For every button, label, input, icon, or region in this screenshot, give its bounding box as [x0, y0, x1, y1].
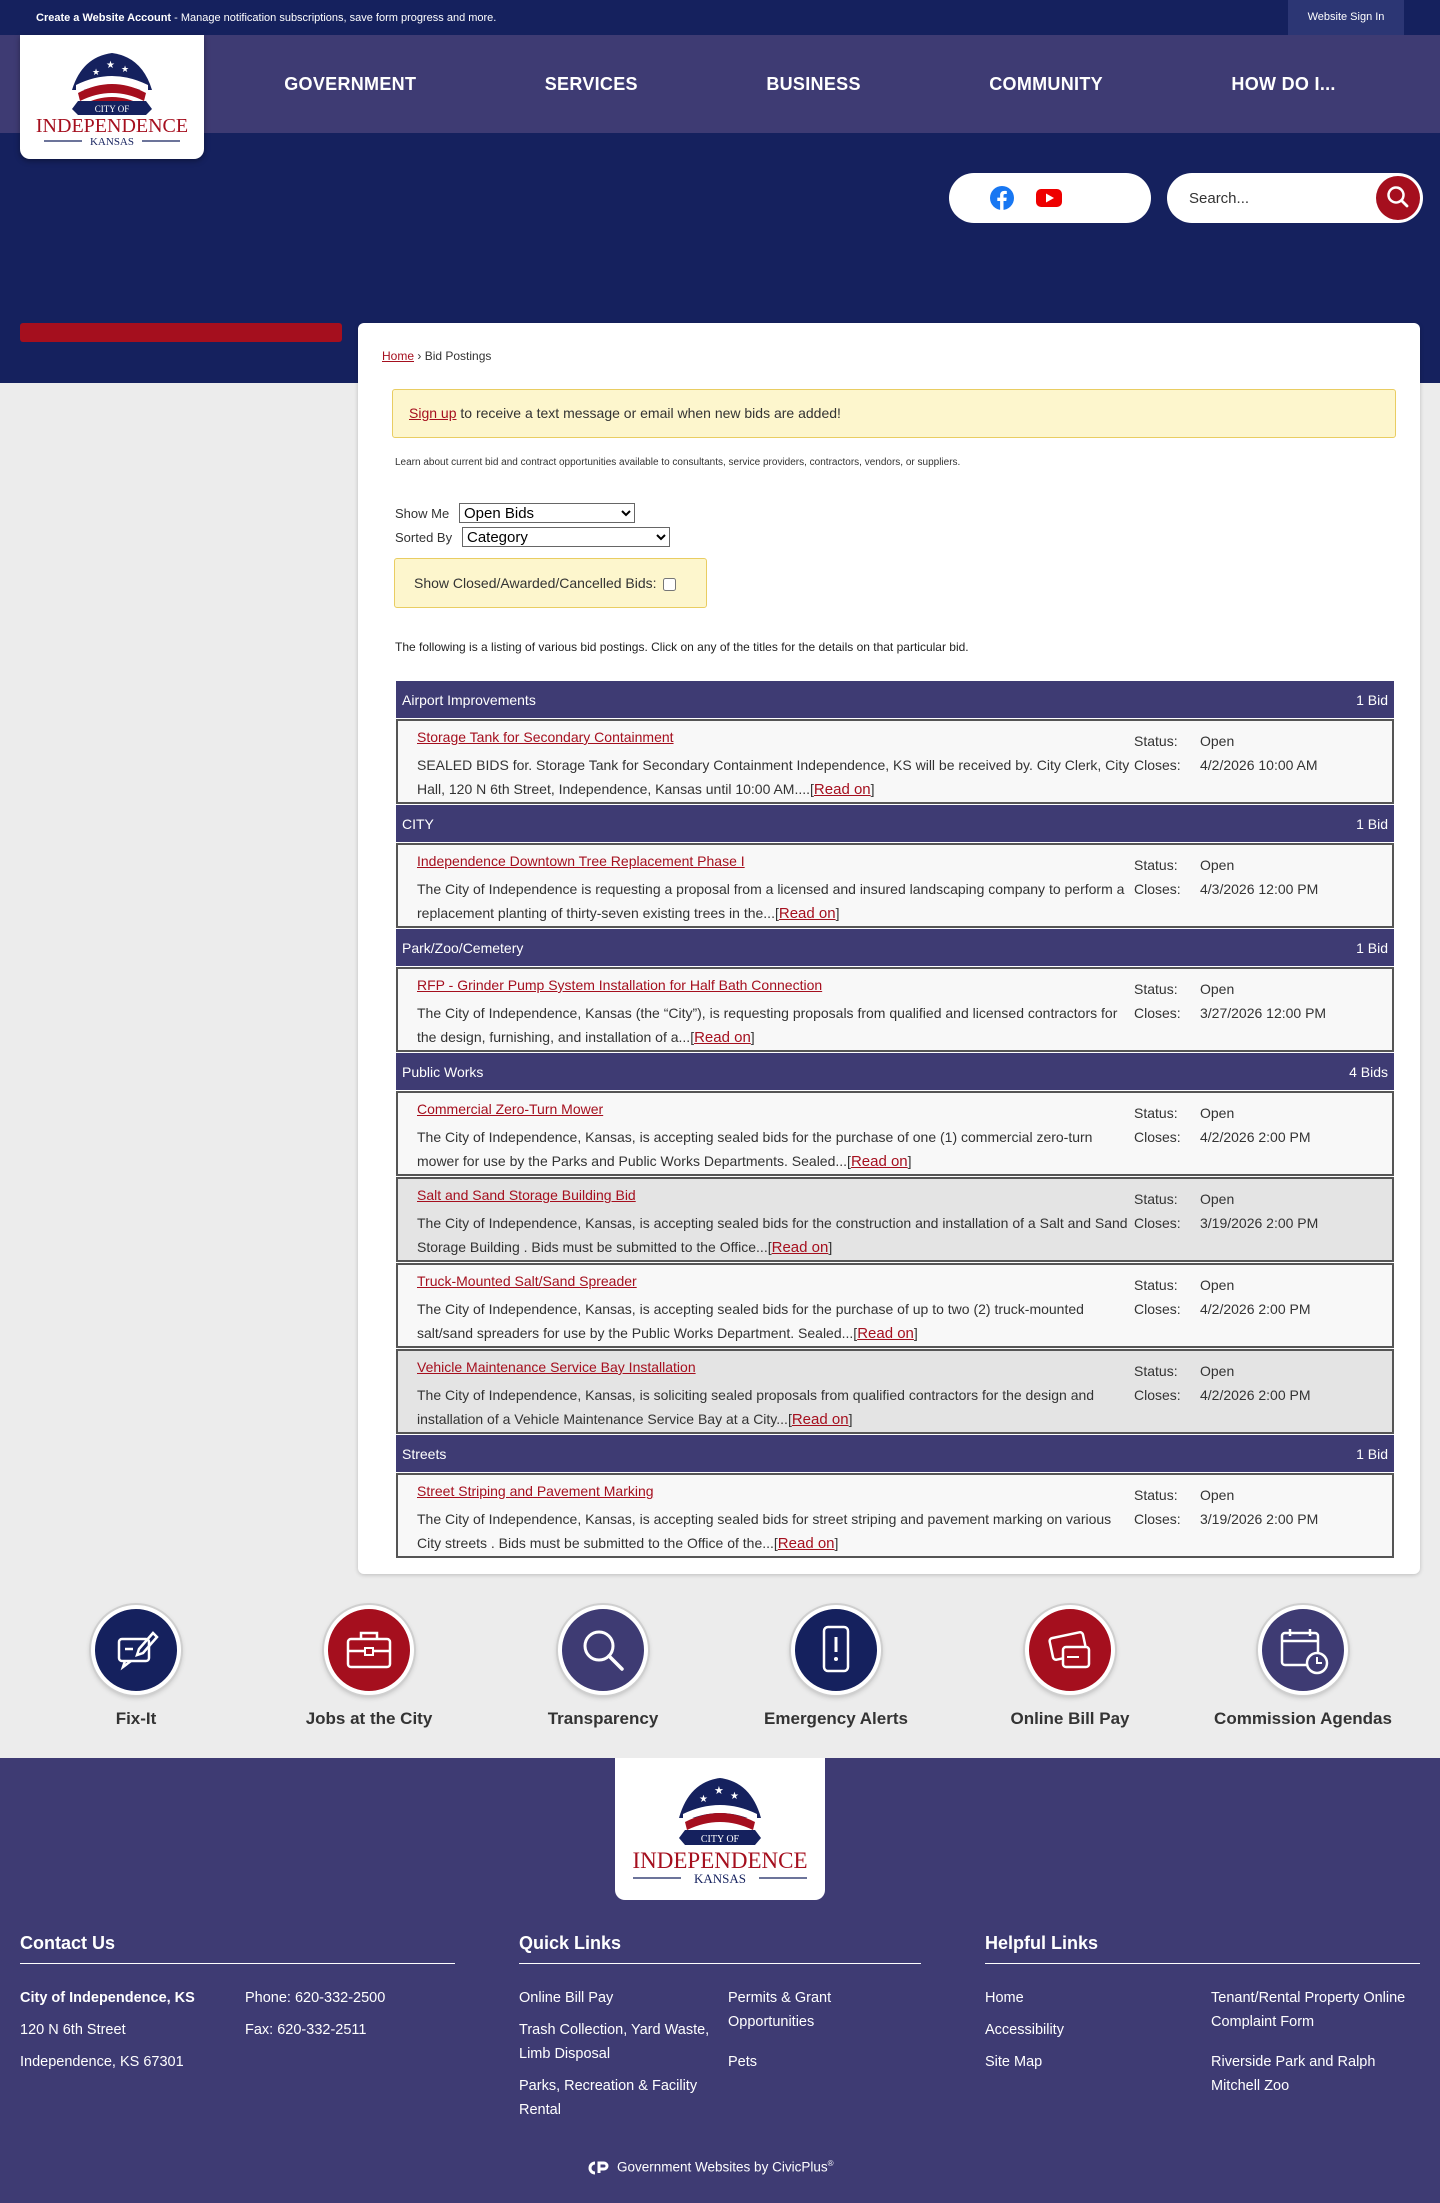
main-nav — [220, 35, 1400, 133]
quick-link[interactable]: Parks, Recreation & Facility Rental — [519, 2078, 698, 2118]
footer-logo-kansas: KANSAS — [693, 1871, 747, 1886]
sorted-by-label: Sorted By — [395, 529, 453, 545]
footer-logo[interactable] — [615, 1758, 825, 1900]
tile-jobs[interactable]: Jobs at the City — [264, 1605, 474, 1729]
bid-description: The City of Independence, Kansas, is accepting sealed bids for the purchase of up to two (2) truck-mounted salt/sand spreaders for use by the Public Works Department. Sealed...[Read on] — [417, 1301, 1084, 1342]
svg-text:★: ★ — [714, 1785, 724, 1797]
read-on-link[interactable]: Read on — [777, 1535, 835, 1552]
bid-title-link[interactable]: Street Striping and Pavement Marking — [417, 1483, 654, 1499]
bid-meta: Status: Open Closes: 3/27/2026 12:00 PM — [1134, 981, 1327, 1021]
breadcrumb-current: Bid Postings — [424, 349, 492, 363]
nav-business[interactable]: BUSINESS — [766, 73, 861, 94]
site-footer — [0, 1758, 1440, 2203]
side-accent-bar — [20, 323, 342, 342]
bid-item — [396, 1177, 1394, 1262]
bid-status: Open — [1200, 1277, 1235, 1293]
logo-kansas: KANSAS — [89, 136, 135, 148]
nav-government[interactable]: GOVERNMENT — [284, 73, 417, 94]
bid-title-link[interactable]: Truck-Mounted Salt/Sand Spreader — [417, 1273, 637, 1289]
helpful-link[interactable]: Accessibility — [985, 2022, 1064, 2038]
svg-text:★: ★ — [92, 67, 101, 77]
search-button[interactable] — [1376, 176, 1420, 220]
category-count: 1 Bid — [1356, 939, 1388, 956]
footer-quick-links — [519, 1933, 921, 2118]
tile-fix-it[interactable]: Fix-It — [31, 1605, 241, 1729]
phone-alert-icon — [791, 1605, 881, 1695]
bid-closes: 4/2/2026 10:00 AM — [1200, 757, 1318, 773]
bid-meta: Status: Open Closes: 3/19/2026 2:00 PM — [1134, 1487, 1319, 1527]
breadcrumb — [382, 349, 491, 363]
bid-status: Open — [1200, 1363, 1235, 1379]
bid-item — [396, 843, 1394, 928]
helpful-links-heading: Helpful Links — [985, 1933, 1420, 1964]
social-links — [949, 173, 1151, 223]
category-header — [396, 929, 1394, 966]
main-content — [358, 323, 1420, 1574]
svg-text:★: ★ — [121, 64, 130, 74]
svg-text:★: ★ — [106, 60, 115, 71]
search-input[interactable] — [1189, 185, 1369, 211]
logo-independence: INDEPENDENCE — [35, 115, 189, 137]
quick-link[interactable]: Permits & Grant Opportunities — [728, 1990, 832, 2030]
breadcrumb-separator: › — [414, 349, 425, 363]
card-payment-icon — [1025, 1605, 1115, 1695]
category-count: 1 Bid — [1356, 691, 1388, 708]
top-utility-bar — [0, 0, 1440, 35]
quick-tiles — [0, 1605, 1440, 1740]
bid-item — [396, 1263, 1394, 1348]
helpful-link[interactable]: Home — [985, 1990, 1024, 2006]
bid-meta: Status: Open Closes: 4/2/2026 2:00 PM — [1134, 1105, 1311, 1145]
svg-text:★: ★ — [730, 1791, 739, 1802]
bid-title-link[interactable]: Vehicle Maintenance Service Bay Installation — [417, 1359, 696, 1375]
bid-item — [396, 1349, 1394, 1434]
breadcrumb-home[interactable]: Home — [382, 349, 415, 363]
show-me-label: Show Me — [395, 505, 450, 521]
bid-title-link[interactable]: Storage Tank for Secondary Containment — [417, 729, 674, 745]
bid-status: Open — [1200, 733, 1235, 749]
signup-link[interactable]: Sign up — [409, 405, 457, 421]
tile-online-bill-pay[interactable]: Online Bill Pay — [965, 1605, 1175, 1729]
read-on-link[interactable]: Read on — [791, 1411, 849, 1428]
bid-closes: 4/2/2026 2:00 PM — [1200, 1301, 1311, 1317]
youtube-icon[interactable] — [1036, 189, 1062, 207]
tile-emergency-alerts[interactable]: Emergency Alerts — [731, 1605, 941, 1729]
helpful-link[interactable]: Site Map — [985, 2054, 1043, 2070]
bid-description: The City of Independence, Kansas, is accepting sealed bids for street striping and pavement marking on various City streets . Bids must be submitted to the Office of the...[Read on] — [417, 1511, 1112, 1552]
show-closed-checkbox[interactable] — [663, 578, 676, 591]
bid-meta: Status: Open Closes: 4/2/2026 2:00 PM — [1134, 1277, 1311, 1317]
read-on-link[interactable]: Read on — [850, 1153, 908, 1170]
contact-fax: Fax: 620-332-2511 — [245, 2022, 367, 2038]
category-header — [396, 1053, 1394, 1090]
category-name: Public Works — [402, 1063, 484, 1080]
category-count: 1 Bid — [1356, 815, 1388, 832]
nav-services[interactable]: SERVICES — [544, 73, 638, 94]
bid-description: The City of Independence, Kansas, is soliciting sealed proposals from qualified contractors for the design and installation of a Vehicle Maintenance Service Bay at a City...[Read on] — [417, 1387, 1095, 1428]
nav-how-do-i[interactable]: HOW DO I... — [1231, 73, 1336, 94]
bid-title-link[interactable]: Independence Downtown Tree Replacement Phase I — [417, 853, 745, 869]
bid-status: Open — [1200, 1487, 1235, 1503]
bid-item — [396, 967, 1394, 1052]
signup-alert — [392, 389, 1396, 438]
footer-contact — [20, 1933, 455, 2070]
bid-meta: Status: Open Closes: 3/19/2026 2:00 PM — [1134, 1191, 1319, 1231]
read-on-link[interactable]: Read on — [778, 905, 836, 922]
bid-status: Open — [1200, 857, 1235, 873]
listing-note: The following is a listing of various bid postings. Click on any of the titles for the details on that particular bid. — [395, 640, 969, 654]
category-name: Airport Improvements — [402, 691, 536, 708]
bid-item — [396, 719, 1394, 804]
contact-name: City of Independence, KS — [20, 1990, 195, 2006]
bid-title-link[interactable]: Salt and Sand Storage Building Bid — [417, 1187, 636, 1203]
bid-item — [396, 1091, 1394, 1176]
bid-status: Open — [1200, 981, 1235, 997]
logo-city-of: CITY OF — [94, 104, 130, 114]
category-header — [396, 681, 1394, 718]
bid-title-link[interactable]: RFP - Grinder Pump System Installation for Half Bath Connection — [417, 977, 823, 993]
bid-item — [396, 1473, 1394, 1558]
bid-description: SEALED BIDS for. Storage Tank for Secondary Containment Independence, KS will be received by. City Clerk, City Hall, 120 N 6th Street, Independence, Kansas until 10:00 AM....[Read on] — [417, 757, 1130, 798]
contact-heading: Contact Us — [20, 1933, 455, 1964]
quick-link[interactable]: Trash Collection, Yard Waste, Limb Disposal — [519, 2022, 710, 2062]
read-on-link[interactable]: Read on — [813, 781, 871, 798]
bid-description: The City of Independence, Kansas (the “City”), is requesting proposals from qualified and licensed contractors for the design, furnishing, and installation of a...[Read on] — [417, 1005, 1118, 1046]
category-count: 4 Bids — [1349, 1063, 1388, 1080]
bid-description: The City of Independence, Kansas, is accepting sealed bids for the construction and installation of a Salt and Sand Storage Building . Bids must be submitted to the Office...[Read on] — [417, 1215, 1128, 1256]
category-count: 1 Bid — [1356, 1445, 1388, 1462]
signup-alert-text: to receive a text message or email when new bids are added! — [456, 405, 841, 421]
bid-closes: 3/19/2026 2:00 PM — [1200, 1511, 1319, 1527]
bid-closes: 4/2/2026 2:00 PM — [1200, 1387, 1311, 1403]
quick-link[interactable]: Online Bill Pay — [519, 1990, 614, 2006]
contact-city: Independence, KS 67301 — [20, 2054, 184, 2070]
read-on-link[interactable]: Read on — [694, 1029, 751, 1046]
bid-meta: Status: Open Closes: 4/2/2026 2:00 PM — [1134, 1363, 1311, 1403]
nav-community[interactable]: COMMUNITY — [989, 73, 1103, 94]
contact-phone: Phone: 620-332-2500 — [245, 1990, 386, 2006]
bid-description: The City of Independence, Kansas, is accepting sealed bids for the purchase of one (1) commercial zero-turn mower for use by the Parks and Public Works Departments. Sealed...[Read on] — [417, 1129, 1093, 1170]
bid-closes: 4/2/2026 2:00 PM — [1200, 1129, 1311, 1145]
bid-status: Open — [1200, 1191, 1235, 1207]
bid-closes: 4/3/2026 12:00 PM — [1200, 881, 1319, 897]
intro-text: Learn about current bid and contract opportunities available to consultants, service providers, contractors, vendors, or suppliers. — [395, 457, 961, 468]
category-header — [396, 805, 1394, 842]
facebook-icon[interactable] — [990, 186, 1014, 210]
show-closed-label: Show Closed/Awarded/Cancelled Bids: — [414, 575, 657, 591]
civicplus-credit[interactable]: Government Websites by CivicPlus® — [587, 2159, 833, 2175]
show-me-select[interactable] — [459, 503, 635, 523]
helpful-link[interactable]: Tenant/Rental Property Online Complaint Form — [1211, 1990, 1406, 2030]
tile-transparency[interactable]: Transparency — [498, 1605, 708, 1729]
quick-link[interactable]: Pets — [728, 2054, 758, 2070]
magnifier-icon — [558, 1605, 648, 1695]
site-search — [1167, 173, 1423, 223]
bid-closes: 3/19/2026 2:00 PM — [1200, 1215, 1319, 1231]
category-name: Streets — [402, 1445, 447, 1462]
footer-logo-independence: INDEPENDENCE — [632, 1848, 808, 1873]
svg-text:★: ★ — [699, 1794, 708, 1805]
create-account-link[interactable]: Create a Website Account - Manage notification subscriptions, save form progress and more. — [36, 12, 497, 24]
footer-logo-city-of: CITY OF — [700, 1834, 740, 1845]
read-on-link[interactable]: Read on — [857, 1325, 914, 1342]
sorted-by-select[interactable] — [462, 527, 670, 547]
category-name: Park/Zoo/Cemetery — [402, 939, 524, 956]
calendar-clock-icon — [1258, 1605, 1348, 1695]
category-header — [396, 1435, 1394, 1472]
show-closed-box — [394, 558, 707, 608]
quick-links-heading: Quick Links — [519, 1933, 921, 1964]
bid-closes: 3/27/2026 12:00 PM — [1200, 1005, 1327, 1021]
search-icon — [1376, 176, 1420, 220]
bid-filters — [395, 501, 670, 549]
tile-commission-agendas[interactable]: Commission Agendas — [1198, 1605, 1408, 1729]
footer-helpful-links — [985, 1933, 1420, 2094]
helpful-link[interactable]: Riverside Park and Ralph Mitchell Zoo — [1211, 2054, 1376, 2094]
civicplus-icon — [587, 2161, 611, 2175]
bid-description: The City of Independence is requesting a proposal from a licensed and insured landscaping company to perform a replacement planting of thirty-seven existing trees in the...[Read on] — [417, 881, 1125, 922]
bid-status: Open — [1200, 1105, 1235, 1121]
contact-street: 120 N 6th Street — [20, 2022, 126, 2038]
category-name: CITY — [402, 815, 434, 832]
fix-it-icon — [91, 1605, 181, 1695]
bid-meta: Status: Open Closes: 4/2/2026 10:00 AM — [1134, 733, 1318, 773]
read-on-link[interactable]: Read on — [771, 1239, 829, 1256]
bid-title-link[interactable]: Commercial Zero-Turn Mower — [417, 1101, 604, 1117]
bid-list — [396, 681, 1394, 1559]
website-sign-in-button[interactable]: Website Sign In — [1288, 0, 1404, 35]
city-logo[interactable] — [20, 35, 204, 159]
briefcase-icon — [324, 1605, 414, 1695]
bid-meta: Status: Open Closes: 4/3/2026 12:00 PM — [1134, 857, 1319, 897]
